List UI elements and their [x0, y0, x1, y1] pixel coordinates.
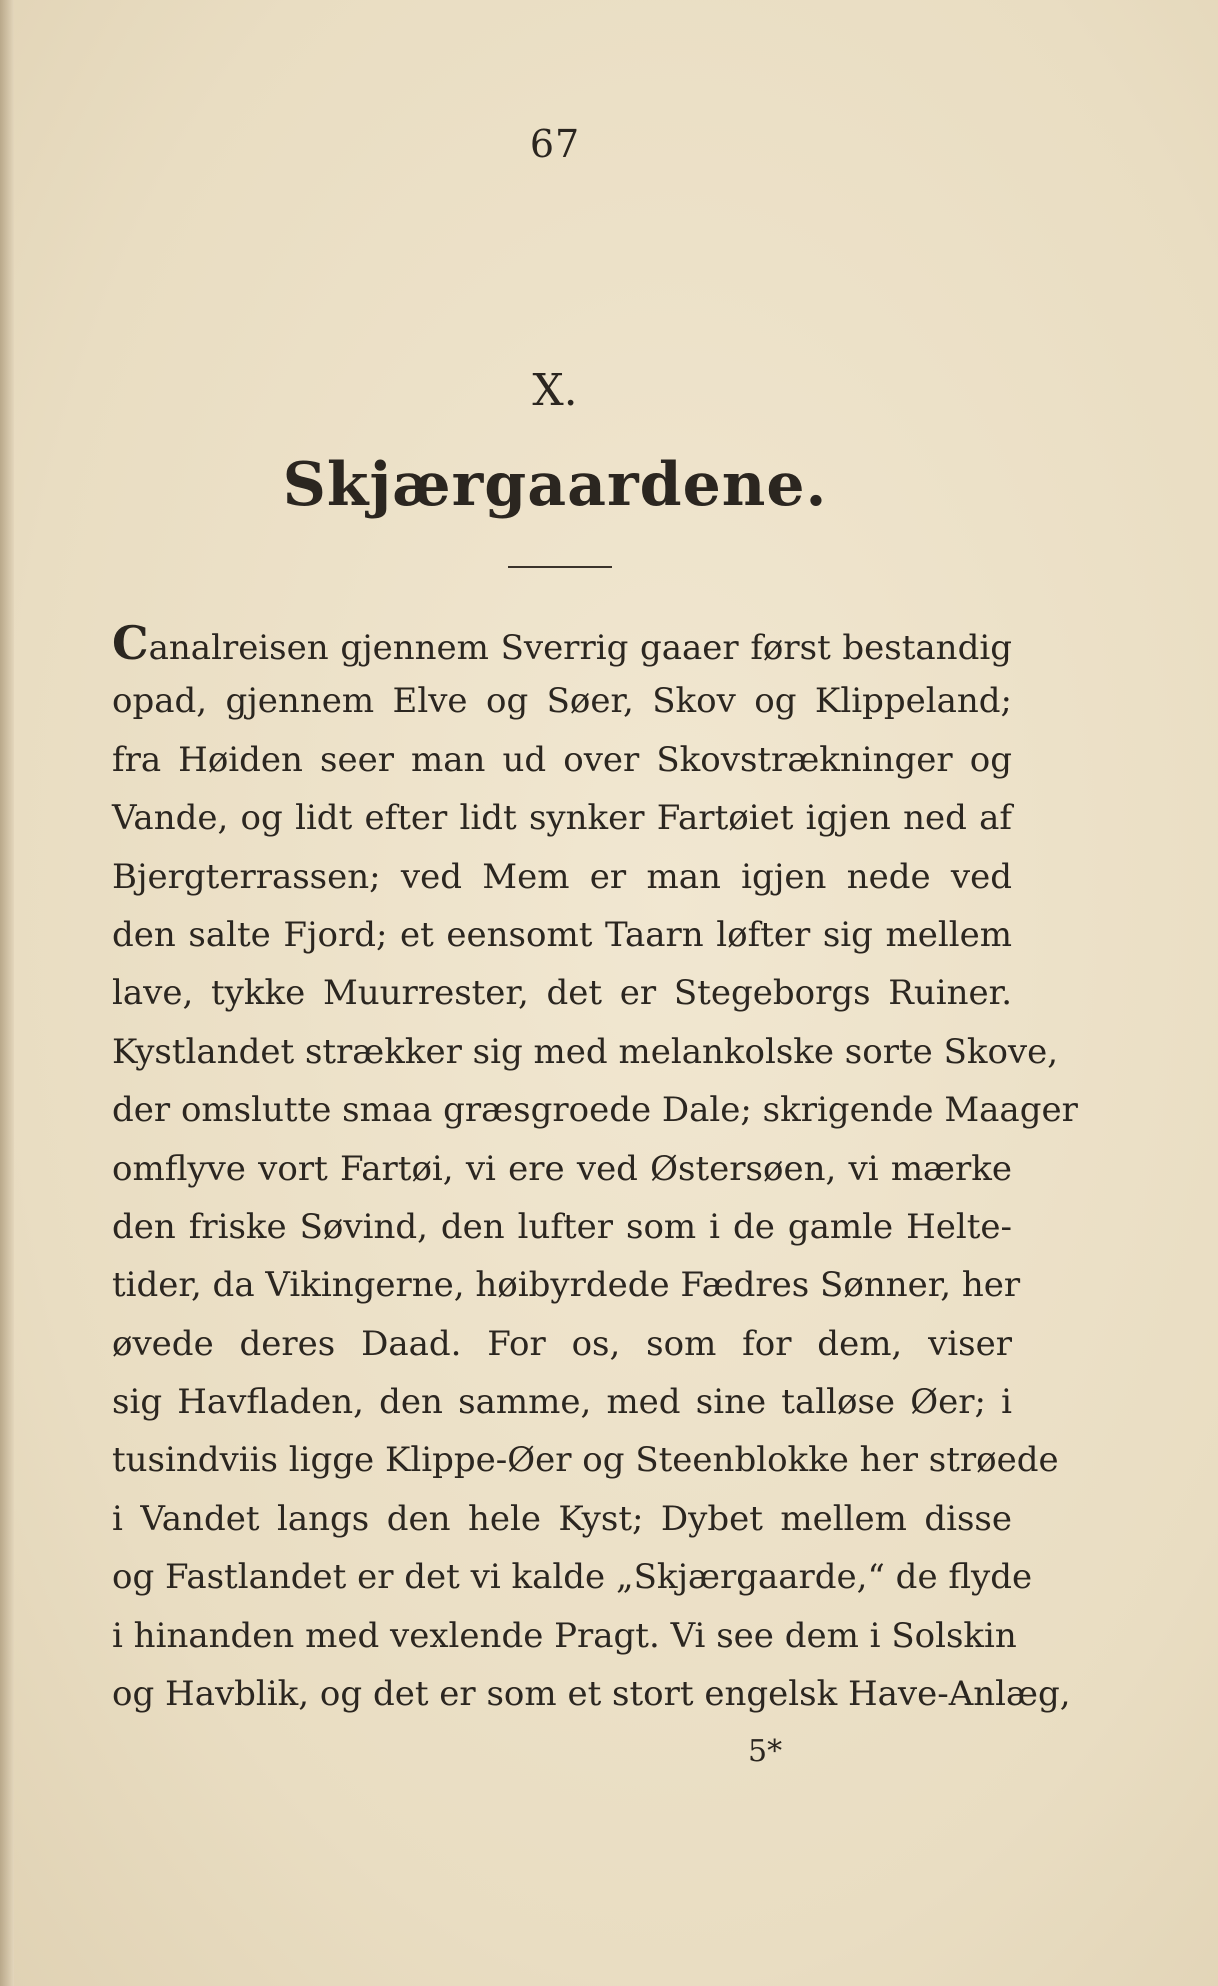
text-line: opad, gjennem Elve og Søer, Skov og Klippeland;: [112, 681, 1012, 722]
chapter-title: Skjærgaardene.: [282, 450, 828, 520]
text-line: Kystlandet strækker sig med melankolske sorte Skove,: [112, 1031, 1059, 1072]
page-binding-edge: [0, 0, 14, 1986]
text-line: Vande, og lidt efter lidt synker Fartøiet igjen ned af: [112, 798, 1012, 839]
text-line: og Fastlandet er det vi kalde „Skjærgaarde,“ de flyde: [112, 1557, 1033, 1598]
text-line: i Vandet langs den hele Kyst; Dybet mellem disse: [112, 1498, 1012, 1539]
title-divider: [508, 566, 612, 568]
text-line: sig Havfladen, den samme, med sine talløse Øer; i: [112, 1382, 1012, 1423]
text-line: [112, 614, 1012, 672]
text-line: omflyve vort Fartøi, vi ere ved Østersøen, vi mærke: [112, 1148, 1012, 1189]
text-line: der omslutte smaa græsgroede Dale; skrigende Maager: [112, 1090, 1078, 1131]
text-line: tider, da Vikingerne, høibyrdede Fædres Sønner, her: [112, 1265, 1021, 1306]
text-line: lave, tykke Muurrester, det er Stegeborgs Ruiner.: [112, 973, 1012, 1014]
chapter-number: X.: [532, 365, 578, 416]
text-line: fra Høiden seer man ud over Skovstrækninger og: [112, 739, 1012, 780]
drop-cap: C: [112, 616, 149, 670]
first-line-text: analreisen gjennem Sverrig gaaer først bestandig: [148, 628, 1012, 668]
signature-mark: 5*: [748, 1734, 783, 1769]
text-line: den friske Søvind, den lufter som i de gamle Helte-: [112, 1206, 1012, 1247]
text-line: i hinanden med vexlende Pragt. Vi see dem i Solskin: [112, 1615, 1017, 1656]
body-text: [112, 614, 1078, 1723]
text-line: den salte Fjord; et eensomt Taarn løfter sig mellem: [112, 914, 1012, 955]
page-number: 67: [529, 122, 581, 166]
text-line: tusindviis ligge Klippe-Øer og Steenblokke her strøede: [112, 1440, 1059, 1481]
text-line: Bjergterrassen; ved Mem er man igjen nede ved: [112, 856, 1012, 897]
text-line: og Havblik, og det er som et stort engelsk Have-Anlæg,: [112, 1674, 1071, 1715]
text-line: øvede deres Daad. For os, som for dem, viser: [112, 1323, 1012, 1364]
